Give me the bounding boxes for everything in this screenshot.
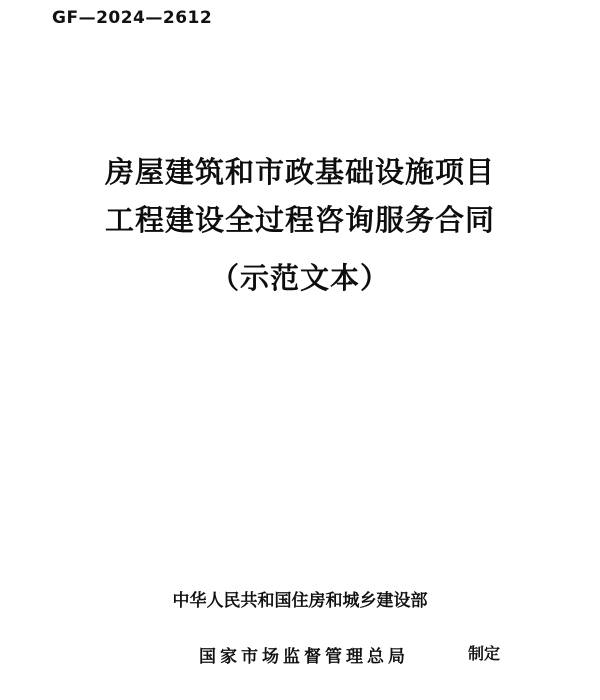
made-by-label: 制定 xyxy=(467,644,500,663)
document-subtitle: （示范文本） xyxy=(209,261,390,295)
issuer-primary: 中华人民共和国住房和城乡建设部 xyxy=(172,591,428,611)
document-code: GF—2024—2612 xyxy=(52,8,213,28)
document-title-line-2: 工程建设全过程咨询服务合同 xyxy=(104,203,495,237)
footer-block xyxy=(0,586,600,667)
issuer-secondary: 国家市场监督管理总局 xyxy=(199,647,409,667)
title-block xyxy=(0,148,600,302)
document-title-line-1: 房屋建筑和市政基础设施项目 xyxy=(104,155,495,189)
